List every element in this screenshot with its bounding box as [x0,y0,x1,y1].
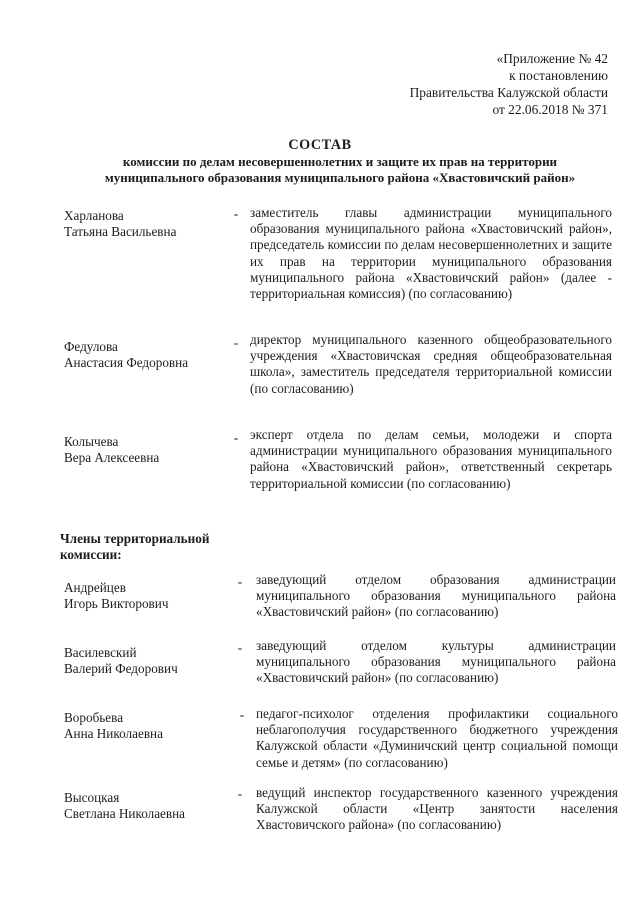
person-given-names: Анна Николаевна [64,726,163,741]
person-given-names: Игорь Викторович [64,596,169,611]
entry-dash: - [233,206,239,221]
person-surname: Федулова [64,339,118,354]
person-given-names: Татьяна Васильевна [64,224,177,239]
appendix-line: Правительства Калужской области [409,85,608,100]
entry-dash: - [237,640,243,655]
document-subtitle [60,154,620,186]
person-surname: Василевский [64,645,137,660]
person-role: эксперт отдела по делам семьи, молодежи и спорта администрации муниципального образования муниципального района «Хвастовичский район», ответственный секретарь территориальной комиссии (по согласованию) [250,427,612,491]
entry-dash: - [239,707,245,722]
entry-dash: - [237,786,243,801]
members-heading-line: комиссии: [60,547,122,562]
person-role: педагог-психолог отделения профилактики социального неблагополучия государственного бюджетного учреждения Калужской области «Думиничский центр социальной помощи семье и детям» (по согласованию) [256,706,618,770]
person-given-names: Светлана Николаевна [64,806,186,821]
person-surname: Харланова [64,208,124,223]
person-surname: Андрейцев [64,580,126,595]
person-role: ведущий инспектор государственного казенного учреждения Калужской области «Центр занятости населения Хвастовичского района» (по согласованию) [256,785,618,833]
appendix-line: к постановлению [509,68,608,83]
appendix-reference [410,50,608,118]
entry-dash: - [237,574,243,589]
person-given-names: Валерий Федорович [64,661,178,676]
subtitle-line: комиссии по делам несовершеннолетних и защите их прав на территории [122,154,558,169]
person-surname: Воробьева [64,710,124,725]
appendix-line: от 22.06.2018 № 371 [492,102,608,117]
person-given-names: Вера Алексеевна [64,450,160,465]
entry-dash: - [233,430,239,445]
document-title: СОСТАВ [288,137,352,153]
person-surname: Высоцкая [64,790,120,805]
person-given-names: Анастасия Федоровна [64,355,189,370]
person-role: заведующий отделом образования администрации муниципального образования муниципального района «Хвастовичский район» (по согласованию) [256,572,616,620]
subtitle-line: муниципального образования муниципального района «Хвастовичский район» [104,170,576,185]
person-role: заведующий отделом культуры администрации муниципального образования муниципального района «Хвастовичский район» (по согласованию) [256,638,616,686]
entry-dash: - [233,335,239,350]
person-role: заместитель главы администрации муниципального образования муниципального района «Хвастовичский район», председатель комиссии по делам несовершеннолетних и защите их прав на территории муниципального образования муниципального района «Хвастовичский район» (далее - территориальная комиссия) (по согласованию) [250,205,612,302]
person-surname: Колычева [64,434,119,449]
appendix-line: «Приложение № 42 [496,51,608,66]
person-name [64,710,264,742]
members-heading [60,531,260,563]
person-role: директор муниципального казенного общеобразовательного учреждения «Хвастовичская средняя общеобразовательная школа», заместитель председателя территориальной комиссии (по согласованию) [250,332,612,396]
members-heading-line: Члены территориальной [60,531,210,546]
